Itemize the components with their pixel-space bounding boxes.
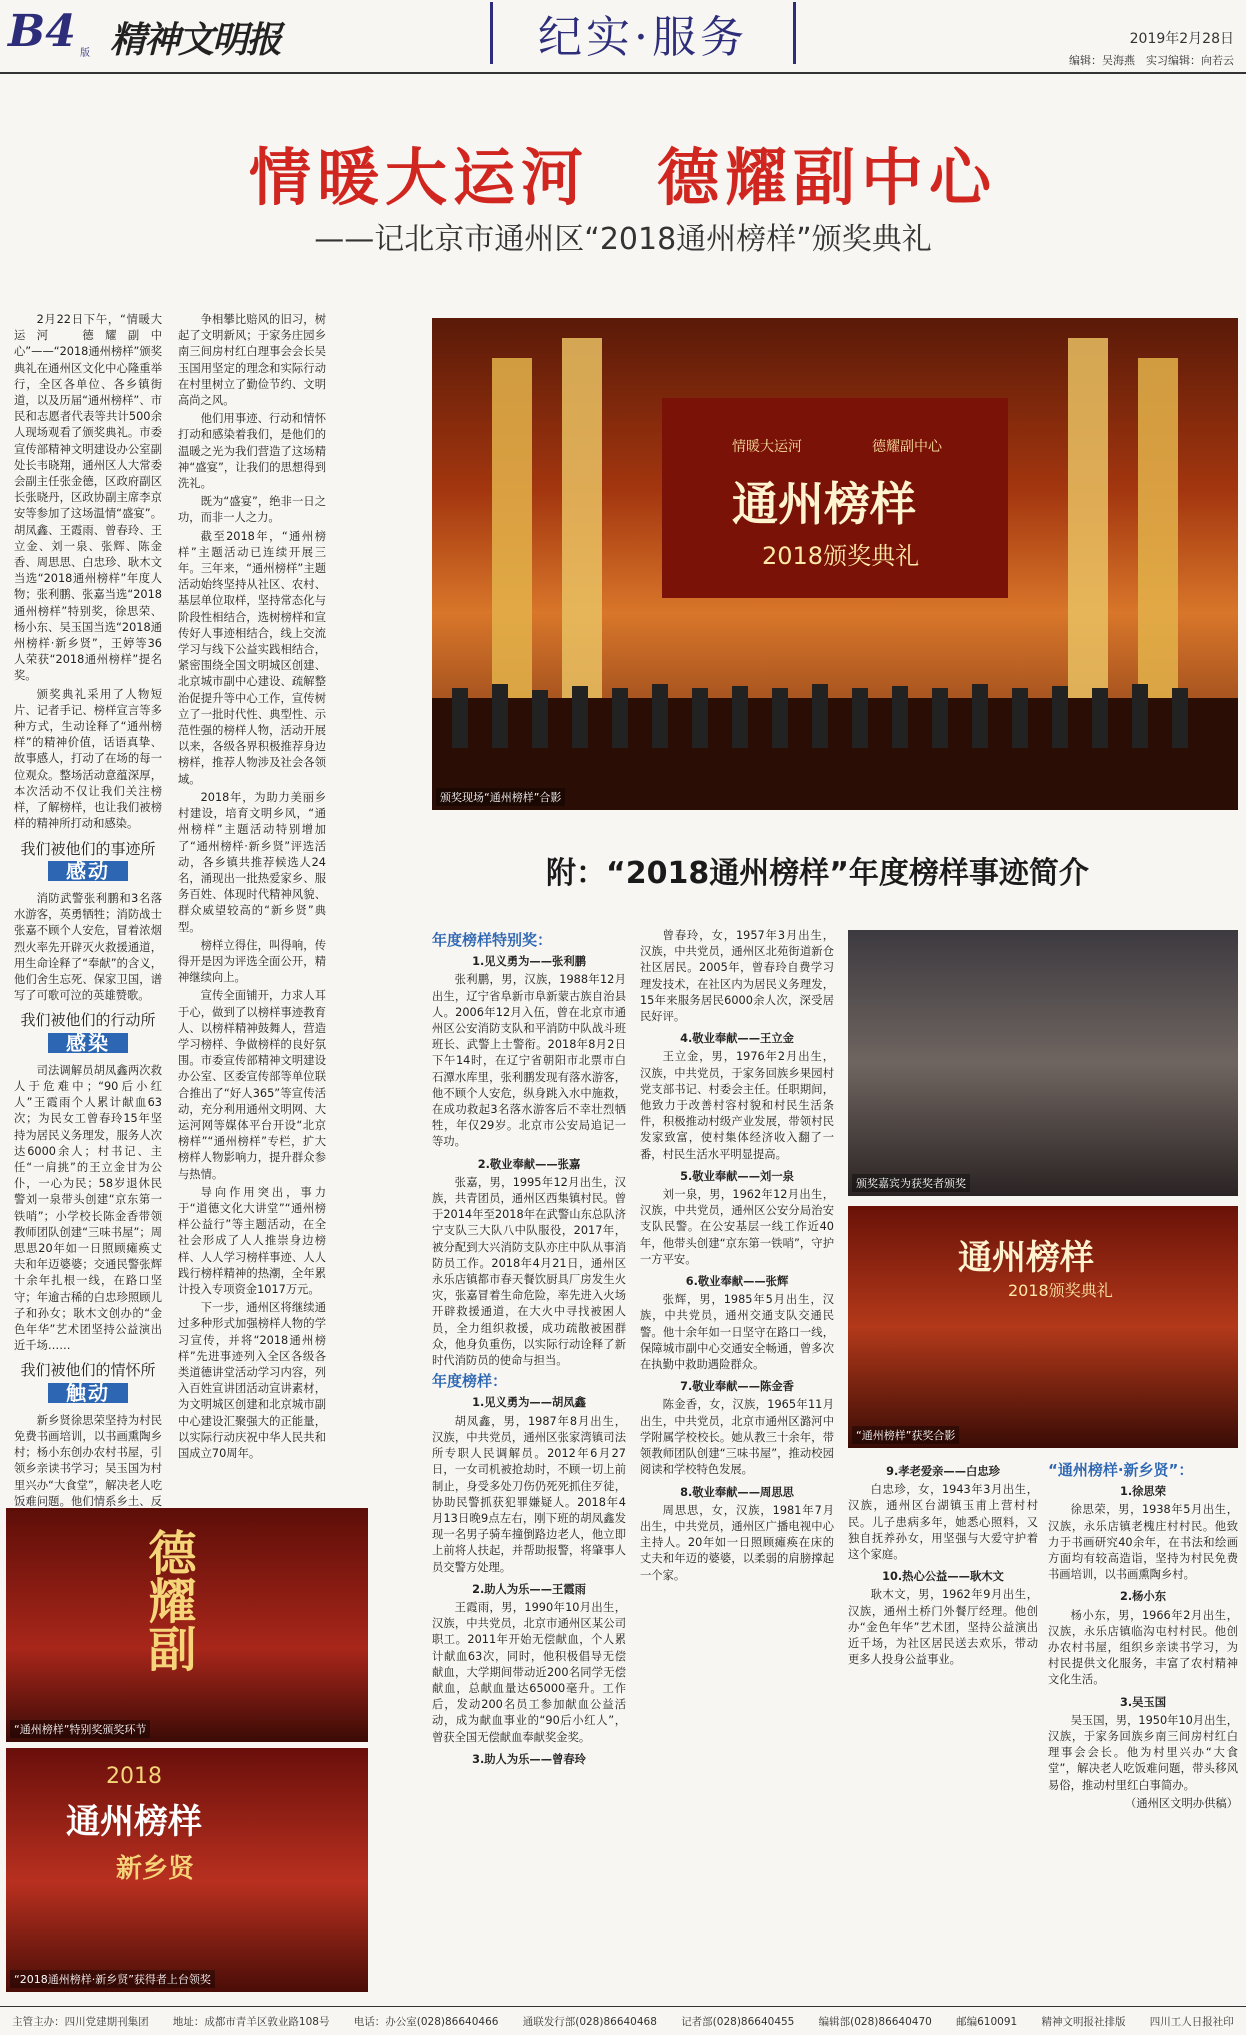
honor-title bbox=[1048, 1589, 1238, 1605]
stage-subtitle: 新乡贤 bbox=[116, 1854, 195, 1884]
item-number: 8. bbox=[680, 1485, 693, 1499]
item-number: 2. bbox=[477, 1157, 490, 1171]
xiangxian-heading: “通州榜样·新乡贤”： bbox=[1048, 1461, 1194, 1479]
item-number: 3. bbox=[1119, 1695, 1133, 1709]
honor-name: 敬业奉献——张辉 bbox=[697, 1275, 789, 1289]
stage-logo: 通州榜样 bbox=[66, 1802, 202, 1842]
section-keyword: 感染 bbox=[48, 1033, 128, 1053]
footer-item: 通联发行部(028)86640468 bbox=[522, 2015, 657, 2028]
honor-name: 吴玉国 bbox=[1132, 1695, 1167, 1709]
honor-name: 敬业奉献——张嘉 bbox=[489, 1157, 581, 1171]
stage-year: 2018 bbox=[106, 1764, 162, 1789]
item-number: 5. bbox=[680, 1169, 693, 1183]
newspaper-name: 精神文明报 bbox=[110, 19, 281, 61]
section-heading-touched bbox=[14, 1362, 162, 1404]
stage-logo: 通州榜样 bbox=[732, 477, 916, 531]
section-paragraph: 新乡贤徐思荣坚持为村民免费书画培训，以书画熏陶乡村；杨小东创办农村书屋，引领乡亲读书学习；吴玉国为村里兴办“大食堂”，解决老人吃饭难问题。他们情系乡土、反 bbox=[14, 1413, 162, 1508]
item-number: 1. bbox=[472, 1396, 485, 1410]
honor-title bbox=[1048, 1484, 1238, 1500]
honor-name: 见义勇为——张利鹏 bbox=[484, 955, 586, 969]
source-credit: （通州区文明办供稿） bbox=[1125, 1796, 1238, 1810]
stage-slogan-left: 情暖大运河 bbox=[732, 439, 802, 455]
stage-banner-text: 德耀副 bbox=[140, 1528, 196, 1672]
item-number: 9. bbox=[886, 1465, 899, 1478]
honor-name: 助人为乐——王霞雨 bbox=[484, 1582, 586, 1596]
honor-title bbox=[432, 1582, 626, 1598]
attachment-column-3 bbox=[848, 1458, 1038, 2000]
section-banner bbox=[490, 2, 796, 64]
body-paragraph: 争相攀比赔风的旧习，树起了文明新风；于家务庄园乡南三间房村红白理事会会长吴玉国用坚定的理念和实际行动在村里树立了勤俭节约、文明高尚之风。 bbox=[178, 313, 326, 408]
footer-item: 记者部(028)86640455 bbox=[681, 2015, 795, 2028]
lead-column bbox=[14, 312, 162, 1508]
honor-title bbox=[432, 1157, 626, 1173]
honor-title bbox=[1048, 1695, 1238, 1711]
section-heading-influenced bbox=[14, 1012, 162, 1054]
honor-text: 耿木文，男，1962年9月出生，汉族，通州土桥门外餐厅经理。他创办“金色年华”艺术团，坚持公益演出近千场，为社区居民送去欢乐，带动更多人投身公益事业。 bbox=[848, 1588, 1038, 1667]
honor-name: 助人为乐——曾春玲 bbox=[484, 1752, 586, 1766]
masthead bbox=[0, 0, 1246, 74]
honor-name: 孝老爱亲——白忠珍 bbox=[898, 1465, 1000, 1478]
honor-text: 张辉，男，1985年5月出生，汉族，中共党员，通州交通支队交通民警。他十余年如一日坚守在路口一线，保障城市副中心交通安全畅通，曾多次在执勤中救助遇险群众。 bbox=[640, 1293, 834, 1372]
honor-title bbox=[640, 1485, 834, 1501]
honor-text: 吴玉国，男，1950年10月出生，汉族，于家务回族乡南三间房村红白理事会会长。他为村里兴办“大食堂”，解决老人吃饭难问题，带头移风易俗，推动村里红白事简办。 bbox=[1048, 1713, 1238, 1792]
award-photo-special bbox=[6, 1508, 368, 1742]
award-photo-xiangxian bbox=[6, 1748, 368, 1992]
stage-subtitle: 2018颁奖典礼 bbox=[762, 542, 920, 570]
body-paragraph: 2018年，为助力美丽乡村建设，培育文明乡风，“通州榜样”主题活动特别增加了“通州榜样·新乡贤”评选活动，各乡镇共推荐候选人24名，涌现出一批热爱家乡、服务百姓、体现时代精神风貌、群众威望较高的“新乡贤”典型。 bbox=[178, 790, 326, 934]
footer-item: 地址：成都市青羊区敦业路108号 bbox=[172, 2015, 330, 2028]
honor-text: 周思思，女，汉族，1981年7月出生，中共党员，通州区广播电视中心主持人。20年如一日照顾瘫痪在床的丈夫和年迈的婆婆，以柔弱的肩膀撑起一个家。 bbox=[640, 1503, 834, 1582]
photo-caption: “2018通州榜样·新乡贤”获得者上台领奖 bbox=[10, 1970, 215, 1988]
footer-item: 精神文明报社排版 bbox=[1041, 2015, 1126, 2028]
honor-text: 胡凤鑫，男，1987年8月出生，汉族，中共党员，通州区张家湾镇司法所专职人民调解员。2012年6月27日，一女司机被抢劫时，不顾一切上前制止，身受多处刀伤仍死死抓住歹徒，协助民警抓获犯罪嫌疑人。2018年4月13日晚9点左右，刚下班的胡凤鑫发现一名男子骑车撞倒路边老人，他立即上前将人扶起，并帮助报警，将肇事人员交警方处理。 bbox=[432, 1414, 626, 1574]
honor-title bbox=[432, 1752, 626, 1768]
honor-text: 张嘉，男，1995年12月出生，汉族，共青团员，通州区西集镇村民。曾于2014年至2018年在武警山东总队济宁支队三大队八中队服役，2017年，被分配到大兴消防支队亦庄中队从事消防员工作。2018年4月21日，通州区永乐店镇都市春天餐饮厨具厂房发生火灾，张嘉冒着生命危险，率先进入火场开辟救援通道，在大火中寻找被困人员，全力组织救援，成功疏散被困群众，他身负重伤，以实际行动诠释了新时代消防员的使命与担当。 bbox=[432, 1175, 626, 1368]
photo-caption: “通州榜样”特别奖颁奖环节 bbox=[10, 1720, 150, 1738]
honor-name: 热心公益——耿木文 bbox=[902, 1570, 1004, 1584]
award-photo-group bbox=[848, 1206, 1238, 1448]
stage-slogan-right: 德耀副中心 bbox=[872, 439, 942, 455]
footer-item: 编辑部(028)86640470 bbox=[818, 2015, 932, 2028]
award-photo-guest bbox=[848, 930, 1238, 1196]
footer-item: 电话：办公室(028)86640466 bbox=[353, 2015, 499, 2028]
section-heading-moved bbox=[14, 841, 162, 883]
lead-paragraph: 颁奖典礼采用了人物短片、记者手记、榜样宣言等多种方式，生动诠释了“通州榜样”的精神价值，话语真挚、故事感人，打动了在场的每一位观众。整场活动意蕴深厚，本次活动不仅让我们关注榜样，了解榜样，也让我们被榜样的精神所打动和感染。 bbox=[14, 687, 162, 831]
footer-item: 四川工人日报社印 bbox=[1149, 2015, 1234, 2028]
honor-name: 敬业奉献——王立金 bbox=[692, 1032, 794, 1046]
footer-item: 邮编610091 bbox=[956, 2015, 1018, 2028]
stage-logo: 通州榜样 bbox=[958, 1238, 1094, 1278]
item-number: 2. bbox=[472, 1582, 485, 1596]
honor-title bbox=[640, 1169, 834, 1185]
stage-subtitle: 2018颁奖典礼 bbox=[1008, 1281, 1113, 1300]
attachment-column-4 bbox=[1048, 1458, 1238, 2000]
body-paragraph: 他们用事迹、行动和情怀打动和感染着我们，是他们的温暖之光为我们营造了这场精神“盛宴”，让我们的思想得到洗礼。 bbox=[178, 412, 326, 491]
honor-text: 王立金，男，1976年2月出生，汉族，中共党员，于家务回族乡果园村党支部书记、村委会主任。任职期间，他致力于改善村容村貌和村民生活条件，积极推动村级产业发展，带领村民发家致富，使村集体经济收入翻了一番，村民生活水平明显提高。 bbox=[640, 1050, 834, 1161]
photo-caption: 颁奖嘉宾为获奖者颁奖 bbox=[852, 1174, 970, 1192]
section-paragraph: 消防武警张利鹏和3名落水游客，英勇牺牲；消防战士张嘉不顾个人安危，冒着浓烟烈火率先开辟灭火救援通道，用生命诠释了“奉献”的含义，他们舍生忘死、保家卫国，谱写了可歌可泣的英雄赞歌。 bbox=[14, 891, 162, 1003]
section-question: 我们被他们的情怀所 bbox=[20, 1361, 156, 1380]
section-paragraph: 司法调解员胡凤鑫两次救人于危难中；“90后小红人”王霞雨个人累计献血63次；为民女工曾春玲15年坚持为居民义务理发，服务人次达6000余人；村书记、主任“一肩挑”的王立金甘为公仆，一心为民；58岁退休民警刘一泉带头创建“京东第一铁哨”；小学校长陈金香带领教师团队创建“三味书屋”；周思思20年如一日照顾瘫痪丈夫和年迈婆婆；交通民警张辉十余年扎根一线，在路口坚守；年逾古稀的白忠珍照顾儿子和孙女；耿木文创办的“金色年华”艺术团坚持公益演出近千场…… bbox=[14, 1063, 162, 1353]
honor-text: 徐思荣，男，1938年5月出生，汉族，永乐店镇老槐庄村村民。他致力于书画研究40余年，在书法和绘画方面均有较高造诣，坚持为村民免费书画培训，以书画熏陶乡村。 bbox=[1048, 1503, 1238, 1582]
footer-item: 主管主办：四川党建期刊集团 bbox=[12, 2015, 149, 2028]
footer bbox=[0, 2006, 1246, 2035]
honor-name: 徐思荣 bbox=[1132, 1485, 1167, 1499]
article-title: 情暖大运河 德耀副中心 bbox=[248, 141, 997, 214]
page-number: B4 bbox=[8, 6, 76, 57]
honor-name: 敬业奉献——周思思 bbox=[692, 1485, 794, 1499]
honor-text: 杨小东，男，1966年2月出生，汉族，永乐店镇临沟屯村村民。他创办农村书屋，组织乡亲读书学习，为村民提供文化服务，丰富了农村精神文化生活。 bbox=[1048, 1608, 1238, 1687]
lead-paragraph: 2月22日下午，“情暖大运河 德耀副中心”——“2018通州榜样”颁奖典礼在通州区文化中心隆重举行，全区各单位、各乡镇街道，以及历届“通州榜样”、市民和志愿者代表等共计500余人现场观看了颁奖典礼。市委宣传部精神文明建设办公室副处长韦晓翔，通州区人大常委会副主任张金德，区政府副区长张晓丹，区政协副主席李京安等参加了这场温情“盛宴”。胡凤鑫、王霞雨、曾春玲、王立金、刘一泉、张辉、陈金香、周思思、白忠珍、耿木文当选“2018通州榜样”年度人物；张利鹏、张嘉当选“2018通州榜样”特别奖，徐思荣、杨小东、吴玉国当选“2018通州榜样·新乡贤”，王婷等36人荣获“2018通州榜样”提名奖。 bbox=[14, 313, 162, 683]
page-ban-label: 版 bbox=[80, 48, 90, 59]
section-question: 我们被他们的行动所 bbox=[20, 1011, 156, 1030]
honor-text: 陈金香，女，汉族，1965年11月出生，中共党员，北京市通州区潞河中学附属学校校长。她从教三十余年，带领教师团队创建“三味书屋”，推动校园阅读和学校特色发展。 bbox=[640, 1398, 834, 1477]
special-award-heading: 年度榜样特别奖： bbox=[432, 931, 553, 949]
body-paragraph: 榜样立得住，叫得响，传得开是因为评选全面公开，精神继续向上。 bbox=[178, 938, 326, 985]
issue-date: 2019年2月28日 bbox=[1129, 31, 1234, 47]
middle-column bbox=[178, 312, 326, 1498]
honor-name: 敬业奉献——陈金香 bbox=[692, 1380, 794, 1394]
honor-text: 张利鹏，男，汉族，1988年12月出生，辽宁省阜新市阜新蒙古族自治县人。2006年12月入伍，曾在北京市通州区公安消防支队和平消防中队战斗班班长、武警上士警衔。2018年8月2日下午14时，在辽宁省朝阳市北票市白石潭水库里，张利鹏发现有落水游客，他不顾个人安危，纵身跳入水中施救，在成功救起3名落水游客后不幸壮烈牺牲，年仅29岁。北京市公安局追记一等功。 bbox=[432, 973, 626, 1149]
section-question: 我们被他们的事迹所 bbox=[20, 839, 156, 858]
item-number: 10. bbox=[882, 1570, 903, 1584]
honor-title bbox=[848, 1569, 1038, 1585]
honor-title bbox=[640, 1031, 834, 1047]
attachment-column-1 bbox=[432, 928, 626, 2000]
honor-text: 刘一泉，男，1962年12月出生，汉族，中共党员，通州区公安分局治安支队民警。在公安基层一线工作近40年，他带头创建“京东第一铁哨”，守护一方平安。 bbox=[640, 1188, 834, 1266]
honor-title bbox=[848, 1464, 1038, 1480]
honor-name: 杨小东 bbox=[1132, 1590, 1167, 1604]
photo-caption: “通州榜样”获奖合影 bbox=[852, 1426, 959, 1444]
honor-name: 敬业奉献——刘一泉 bbox=[692, 1169, 794, 1183]
honor-title bbox=[640, 1379, 834, 1395]
main-photo-caption: 颁奖现场“通州榜样”合影 bbox=[436, 788, 565, 806]
section-keyword: 感动 bbox=[48, 861, 128, 881]
honor-text: 白忠珍，女，1943年3月出生，汉族，通州区台湖镇玉甫上营村村民。儿子患病多年，她悉心照料，又独自抚养孙女，用坚强与大爱守护着这个家庭。 bbox=[848, 1483, 1038, 1562]
item-number: 7. bbox=[680, 1380, 693, 1394]
body-paragraph: 宣传全面铺开，力求人耳于心，做到了以榜样事迹教育人、以榜样精神鼓舞人，营造学习榜样、争做榜样的良好氛围。市委宣传部精神文明建设办公室、区委宣传部等单位联合推出了“好人365”等宣传活动，充分利用通州文明网、大运河网等媒体平台开设“北京榜样”“通州榜样”专栏，扩大榜样人物影响力，提升群众参与热情。 bbox=[178, 989, 326, 1181]
body-paragraph: 下一步，通州区将继续通过多种形式加强榜样人物的学习宣传，并将“2018通州榜样”先进事迹列入全区各级各类道德讲堂活动学习内容，列入百姓宣讲团活动宣讲素材，为文明城区创建和北京城市副中心建设汇聚强大的正能量，以实际行动庆祝中华人民共和国成立70周年。 bbox=[178, 1301, 326, 1461]
honor-text: 王霞雨，男，1990年10月出生，汉族，中共党员，北京市通州区某公司职工。2011年开始无偿献血，个人累计献血63次，同时，他积极倡导无偿献血，大学期间带动近200名同学无偿献血，总献血量达65000毫升。工作后，发动200名员工参加献血公益活动，成为献血事业的“90后小红人”，曾获全国无偿献血奉献奖金奖。 bbox=[432, 1600, 626, 1744]
item-number: 2. bbox=[1119, 1590, 1133, 1604]
body-paragraph: 导向作用突出，事力于“道德文化大讲堂”“通州榜样公益行”等主题活动，在全社会形成了人人推崇身边榜样、人人学习榜样事迹、人人践行榜样精神的热潮，全年累计投入专项资金1017万元。 bbox=[178, 1185, 326, 1296]
body-paragraph: 截至2018年，“通州榜样”主题活动已连续开展三年。三年来，“通州榜样”主题活动始终坚持从社区、农村、基层单位取样，坚持常态化与阶段性相结合，选树榜样和宣传好人事迹相结合，线上交流学习与线下公益实践相结合，紧密围绕全国文明城区创建、北京城市副中心建设、疏解整治促提升等中心工作，宣传树立了一批时代性、典型性、示范性强的榜样人物，活动开展以来，各级各界积极推荐身边榜样，推荐人物涉及社会各领域。 bbox=[178, 529, 326, 786]
honor-title bbox=[432, 1395, 626, 1411]
honor-name: 见义勇为——胡凤鑫 bbox=[484, 1396, 586, 1410]
section-title: 纪实·服务 bbox=[538, 12, 748, 63]
attachment-column-2 bbox=[640, 928, 834, 2000]
editor-credits: 编辑：吴海燕 实习编辑：向若云 bbox=[1069, 54, 1234, 67]
item-number: 6. bbox=[685, 1275, 698, 1289]
annual-heading: 年度榜样： bbox=[432, 1372, 508, 1391]
article-subtitle: ——记北京市通州区“2018通州榜样”颁奖典礼 bbox=[314, 222, 932, 257]
honor-text: 曾春玲，女，1957年3月出生，汉族，中共党员，通州区北苑街道新仓社区居民。2005年，曾春玲自费学习理发技术，在社区内为居民义务理发，15年来服务居民6000余人次，深受居民好评。 bbox=[640, 929, 834, 1024]
attachment-title: 附：“2018通州榜样”年度榜样事迹简介 bbox=[546, 856, 1089, 891]
item-number: 4. bbox=[680, 1032, 693, 1046]
item-number: 1. bbox=[1119, 1485, 1133, 1499]
item-number: 3. bbox=[472, 1752, 485, 1766]
section-keyword: 触动 bbox=[48, 1383, 128, 1403]
honor-title bbox=[640, 1274, 834, 1290]
body-paragraph: 既为“盛宴”，绝非一日之功，而非一人之力。 bbox=[178, 495, 326, 525]
main-photo bbox=[432, 318, 1238, 810]
honor-title bbox=[432, 954, 626, 970]
item-number: 1. bbox=[472, 955, 485, 969]
